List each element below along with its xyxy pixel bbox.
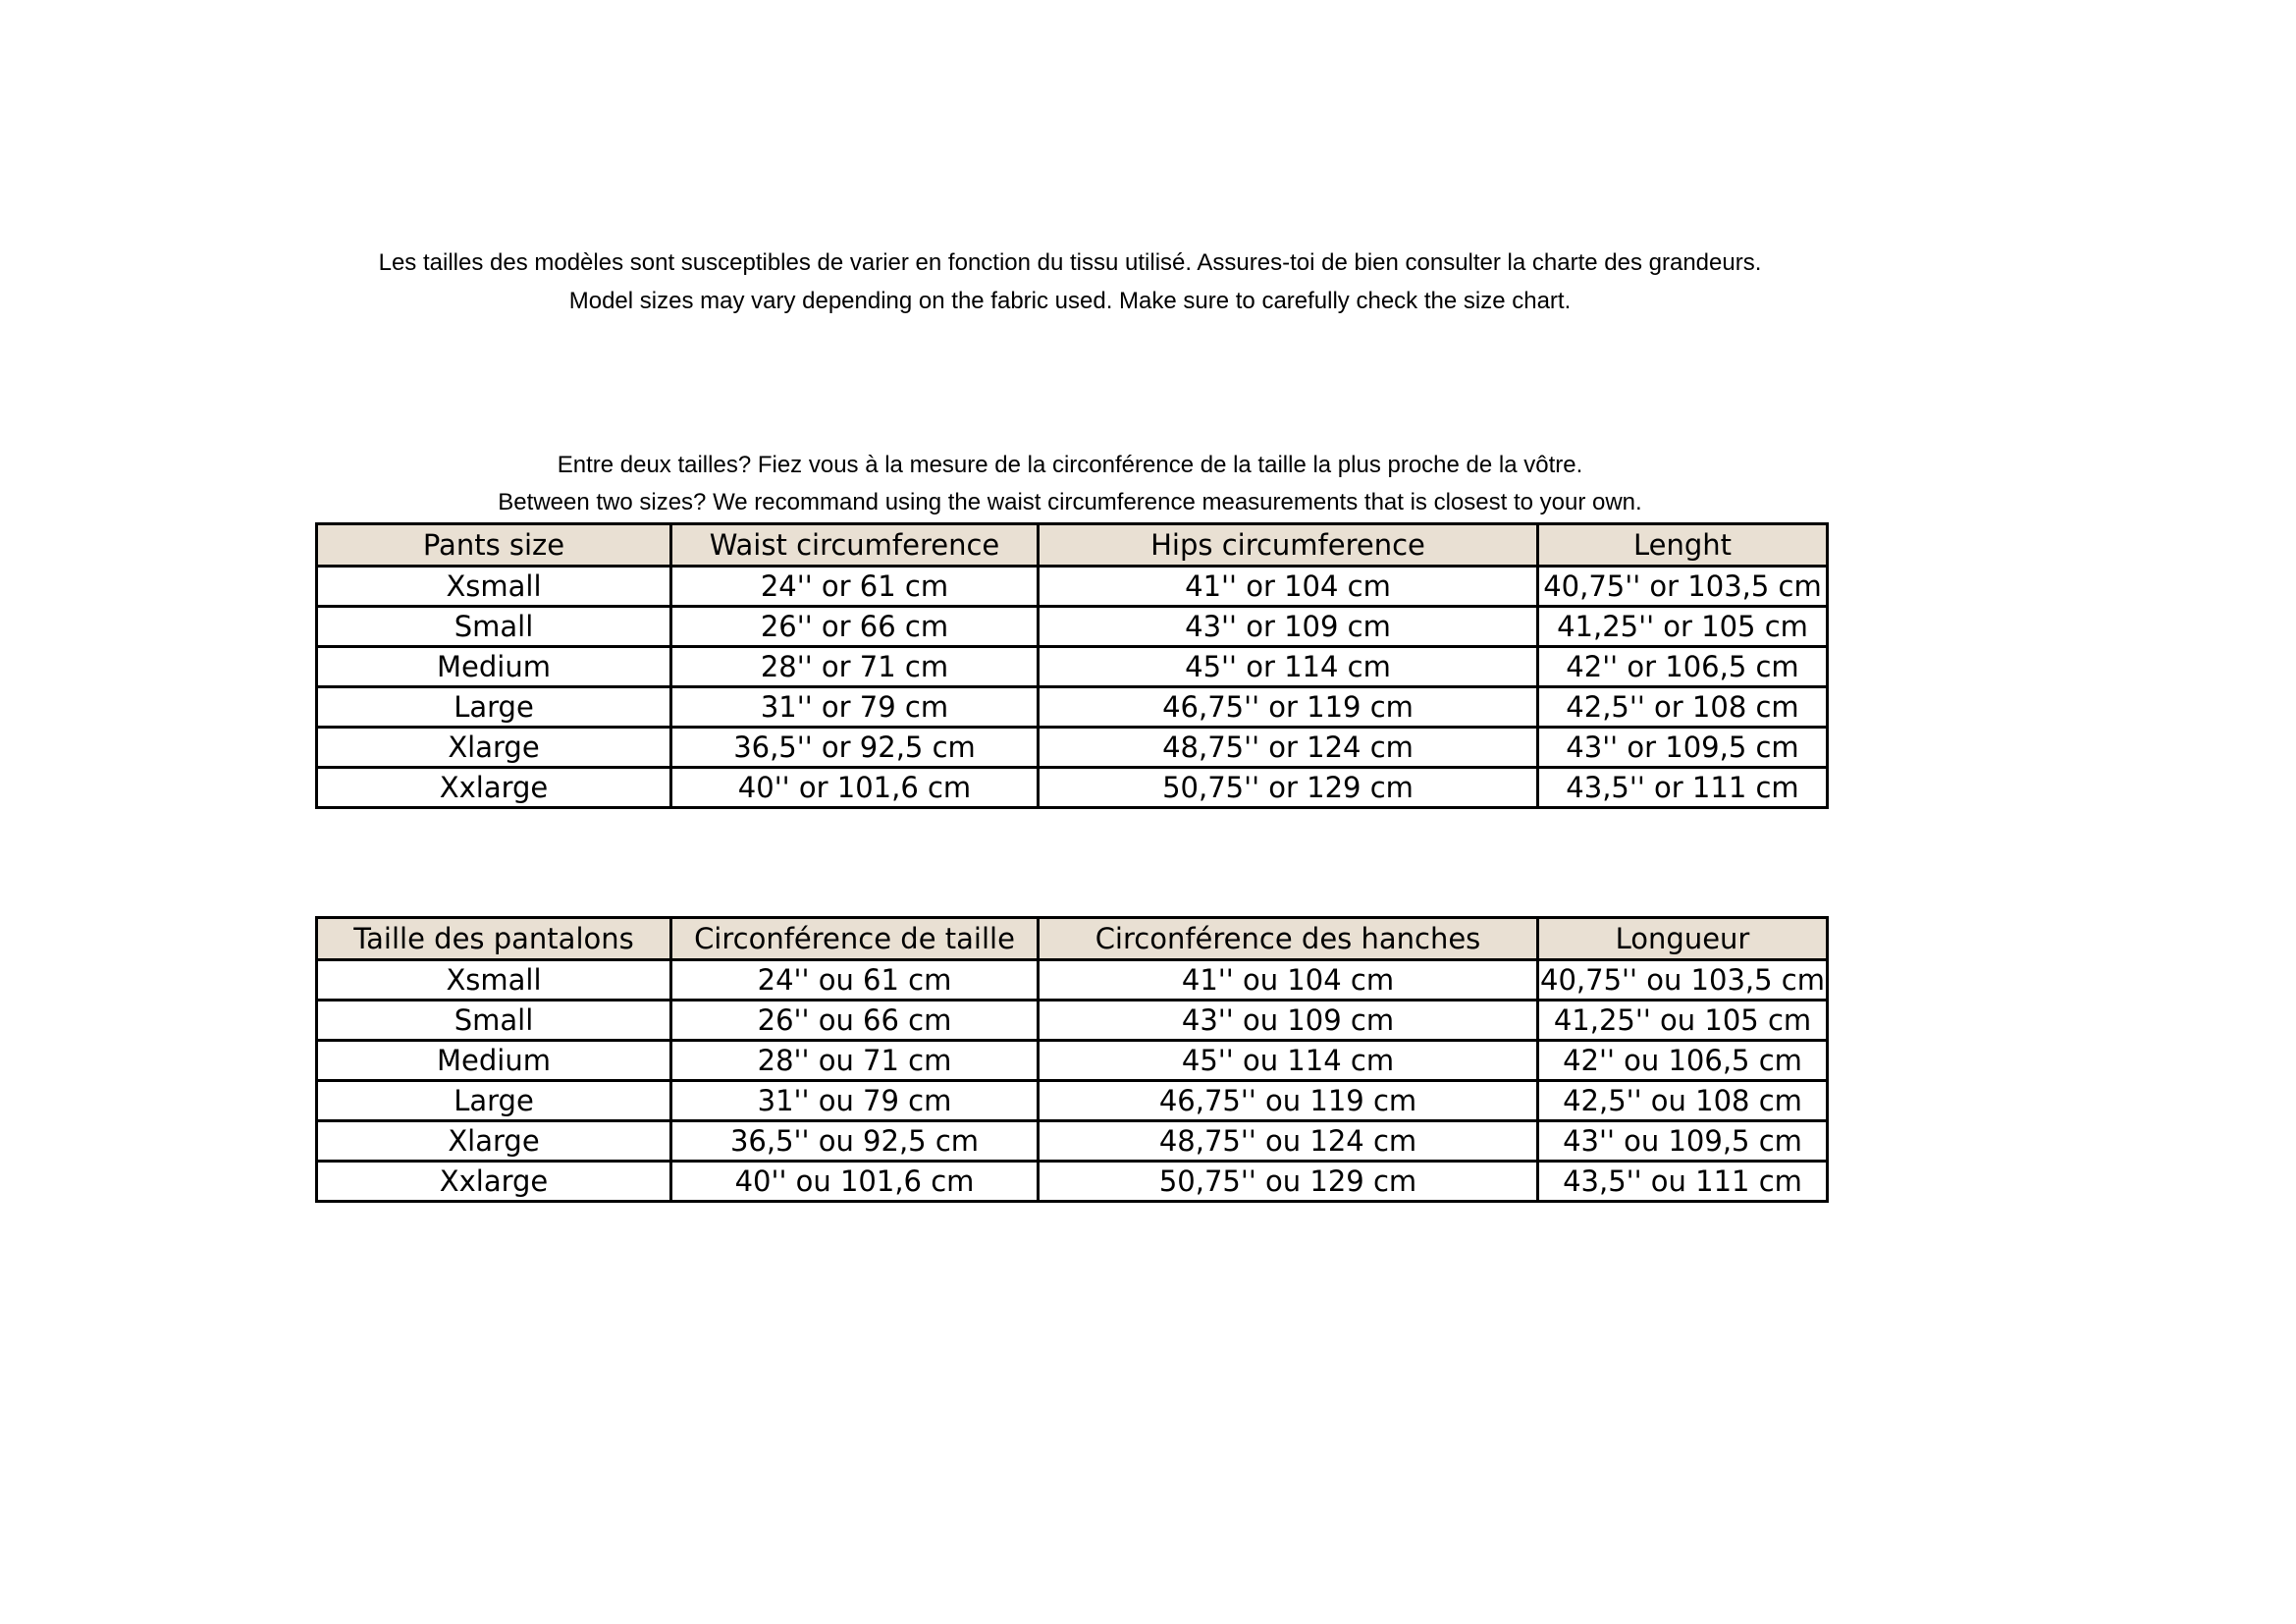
size-cell: Xlarge	[317, 1121, 671, 1162]
size-cell: Xxlarge	[317, 768, 671, 808]
length-cell: 40,75'' or 103,5 cm	[1538, 567, 1828, 607]
waist-cell: 24'' or 61 cm	[671, 567, 1039, 607]
size-cell: Small	[317, 1001, 671, 1041]
header-pants-size: Taille des pantalons	[317, 918, 671, 960]
table-row	[317, 1162, 1828, 1202]
hips-cell: 46,75'' ou 119 cm	[1039, 1081, 1538, 1121]
length-cell: 41,25'' ou 105 cm	[1538, 1001, 1828, 1041]
size-cell: Large	[317, 1081, 671, 1121]
between-sizes-note-fr: Entre deux tailles? Fiez vous à la mesure de la circonférence de la taille la plus proche de la vôtre.	[557, 452, 1583, 478]
table-row	[317, 960, 1828, 1001]
size-cell: Xlarge	[317, 728, 671, 768]
fabric-note-fr: Les tailles des modèles sont susceptibles de varier en fonction du tissu utilisé. Assures-toi de bien consulter la charte des grandeurs.	[378, 249, 1762, 276]
header-length: Longueur	[1538, 918, 1828, 960]
table-row	[317, 1121, 1828, 1162]
hips-cell: 43'' or 109 cm	[1039, 607, 1538, 647]
fabric-note-en: Model sizes may vary depending on the fabric used. Make sure to carefully check the size chart.	[568, 288, 1572, 314]
hips-cell: 48,75'' ou 124 cm	[1039, 1121, 1538, 1162]
waist-cell: 40'' ou 101,6 cm	[671, 1162, 1039, 1202]
length-cell: 43'' ou 109,5 cm	[1538, 1121, 1828, 1162]
table-row	[317, 687, 1828, 728]
size-cell: Xsmall	[317, 567, 671, 607]
table-row	[317, 647, 1828, 687]
waist-cell: 40'' or 101,6 cm	[671, 768, 1039, 808]
header-hips-circumference: Circonférence des hanches	[1039, 918, 1538, 960]
size-cell: Xxlarge	[317, 1162, 671, 1202]
header-pants-size: Pants size	[317, 524, 671, 567]
hips-cell: 50,75'' or 129 cm	[1039, 768, 1538, 808]
waist-cell: 31'' ou 79 cm	[671, 1081, 1039, 1121]
table-row	[317, 607, 1828, 647]
length-cell: 43,5'' or 111 cm	[1538, 768, 1828, 808]
header-waist-circumference: Circonférence de taille	[671, 918, 1039, 960]
hips-cell: 48,75'' or 124 cm	[1039, 728, 1538, 768]
length-cell: 42'' ou 106,5 cm	[1538, 1041, 1828, 1081]
size-cell: Medium	[317, 1041, 671, 1081]
table-row	[317, 768, 1828, 808]
waist-cell: 28'' ou 71 cm	[671, 1041, 1039, 1081]
size-cell: Small	[317, 607, 671, 647]
waist-cell: 31'' or 79 cm	[671, 687, 1039, 728]
length-cell: 41,25'' or 105 cm	[1538, 607, 1828, 647]
size-table-fr	[315, 916, 1829, 1203]
hips-cell: 41'' ou 104 cm	[1039, 960, 1538, 1001]
hips-cell: 46,75'' or 119 cm	[1039, 687, 1538, 728]
hips-cell: 45'' or 114 cm	[1039, 647, 1538, 687]
waist-cell: 26'' ou 66 cm	[671, 1001, 1039, 1041]
length-cell: 42'' or 106,5 cm	[1538, 647, 1828, 687]
hips-cell: 50,75'' ou 129 cm	[1039, 1162, 1538, 1202]
table-row	[317, 1041, 1828, 1081]
table-row	[317, 1001, 1828, 1041]
table-row	[317, 728, 1828, 768]
length-cell: 43,5'' ou 111 cm	[1538, 1162, 1828, 1202]
hips-cell: 41'' or 104 cm	[1039, 567, 1538, 607]
table-header-row	[317, 918, 1828, 960]
size-table-en	[315, 522, 1829, 809]
hips-cell: 45'' ou 114 cm	[1039, 1041, 1538, 1081]
header-length: Lenght	[1538, 524, 1828, 567]
size-cell: Medium	[317, 647, 671, 687]
header-hips-circumference: Hips circumference	[1039, 524, 1538, 567]
length-cell: 42,5'' ou 108 cm	[1538, 1081, 1828, 1121]
between-sizes-note-en: Between two sizes? We recommand using the waist circumference measurements that is closest to your own.	[498, 489, 1642, 515]
table-row	[317, 1081, 1828, 1121]
table-row	[317, 567, 1828, 607]
size-cell: Large	[317, 687, 671, 728]
header-waist-circumference: Waist circumference	[671, 524, 1039, 567]
waist-cell: 26'' or 66 cm	[671, 607, 1039, 647]
table-header-row	[317, 524, 1828, 567]
waist-cell: 36,5'' or 92,5 cm	[671, 728, 1039, 768]
waist-cell: 36,5'' ou 92,5 cm	[671, 1121, 1039, 1162]
length-cell: 42,5'' or 108 cm	[1538, 687, 1828, 728]
waist-cell: 24'' ou 61 cm	[671, 960, 1039, 1001]
length-cell: 43'' or 109,5 cm	[1538, 728, 1828, 768]
length-cell: 40,75'' ou 103,5 cm	[1538, 960, 1828, 1001]
waist-cell: 28'' or 71 cm	[671, 647, 1039, 687]
hips-cell: 43'' ou 109 cm	[1039, 1001, 1538, 1041]
size-cell: Xsmall	[317, 960, 671, 1001]
